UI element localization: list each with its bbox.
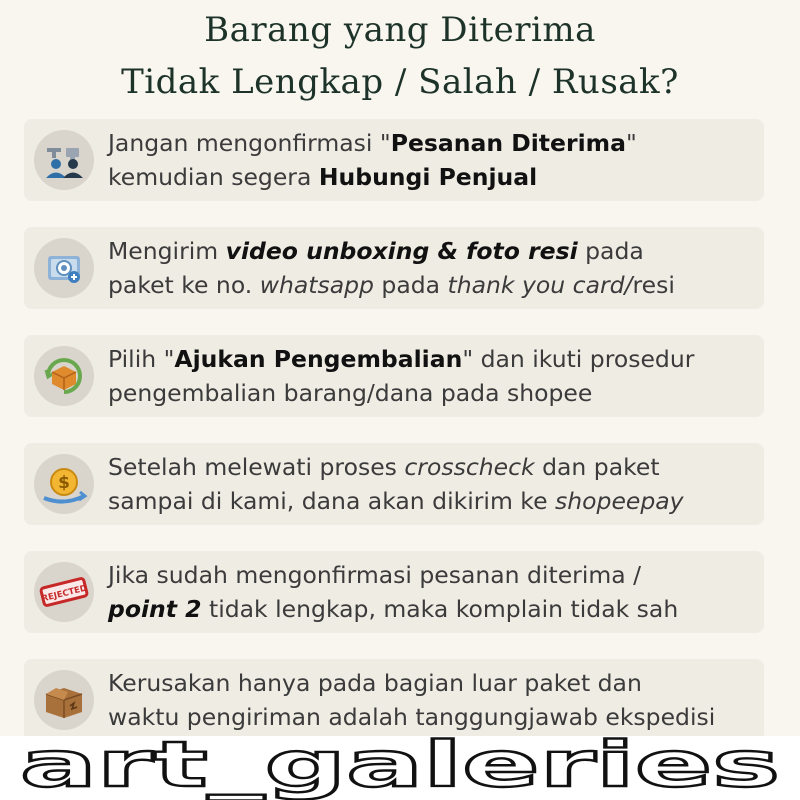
step-card-4	[24, 443, 764, 525]
step-2-text-d: paket ke no.	[108, 271, 260, 299]
svg-text:$: $	[58, 473, 70, 493]
step-text-3	[108, 342, 760, 410]
rejected-stamp-icon	[34, 562, 94, 622]
step-4-text-a: Setelah melewati proses	[108, 453, 405, 481]
step-4-text-d: sampai di kami, dana akan dikirim ke	[108, 487, 556, 515]
step-card-1	[24, 119, 764, 201]
step-card-5	[24, 551, 764, 633]
watermark-text: art_galeries	[20, 736, 780, 800]
step-1-emphasis-pesanan-diterima: Pesanan Diterima	[390, 129, 626, 157]
watermark	[0, 736, 800, 800]
step-card-2	[24, 227, 764, 309]
step-text-1	[108, 126, 760, 194]
step-text-6	[108, 666, 760, 734]
customer-service-icon	[34, 130, 94, 190]
title-line-1: Barang yang Diterima	[204, 10, 596, 50]
step-4-italic-shopeepay: shopeepay	[555, 487, 684, 515]
step-2-italic-thank-you-card: thank you card/	[447, 271, 633, 299]
step-6-text-b: waktu pengiriman adalah tanggungjawab ekspedisi	[108, 703, 716, 731]
step-text-4	[108, 450, 760, 518]
refund-coin-icon	[34, 454, 94, 514]
camera-photo-icon	[34, 238, 94, 298]
step-3-text-c: " dan ikuti prosedur	[462, 345, 695, 373]
damaged-box-icon	[34, 670, 94, 730]
title-line-2: Tidak Lengkap / Salah / Rusak?	[121, 62, 679, 102]
step-2-text-resi: resi	[632, 271, 675, 299]
step-text-5	[108, 558, 760, 626]
step-2-text-c: pada	[577, 237, 644, 265]
step-1-text-c: "	[625, 129, 637, 157]
step-4-text-c: dan paket	[534, 453, 660, 481]
step-2-emphasis-video-unboxing: video unboxing & foto resi	[225, 237, 578, 265]
step-1-text-d: kemudian segera	[108, 163, 319, 191]
step-2-text-f: pada	[373, 271, 448, 299]
step-1-text-a: Jangan mengonfirmasi "	[108, 129, 391, 157]
step-6-text-a: Kerusakan hanya pada bagian luar paket dan	[108, 669, 642, 697]
step-3-text-a: Pilih "	[108, 345, 175, 373]
step-5-text-a: Jika sudah mengonfirmasi pesanan diterima /	[108, 561, 642, 589]
step-card-3	[24, 335, 764, 417]
step-5-text-c: tidak lengkap, maka komplain tidak sah	[201, 595, 679, 623]
step-4-italic-crosscheck: crosscheck	[404, 453, 535, 481]
page-title	[0, 4, 800, 108]
step-text-2	[108, 234, 760, 302]
step-5-emphasis-point-2: point 2	[108, 595, 202, 623]
return-box-icon	[34, 346, 94, 406]
step-1-emphasis-hubungi-penjual: Hubungi Penjual	[318, 163, 538, 191]
step-2-italic-whatsapp: whatsapp	[259, 271, 374, 299]
stamp-label: REJECTED	[40, 583, 89, 605]
step-3-emphasis-ajukan-pengembalian: Ajukan Pengembalian	[174, 345, 463, 373]
step-3-text-d: pengembalian barang/dana pada shopee	[108, 379, 593, 407]
step-2-text-a: Mengirim	[108, 237, 226, 265]
step-card-6	[24, 659, 764, 741]
